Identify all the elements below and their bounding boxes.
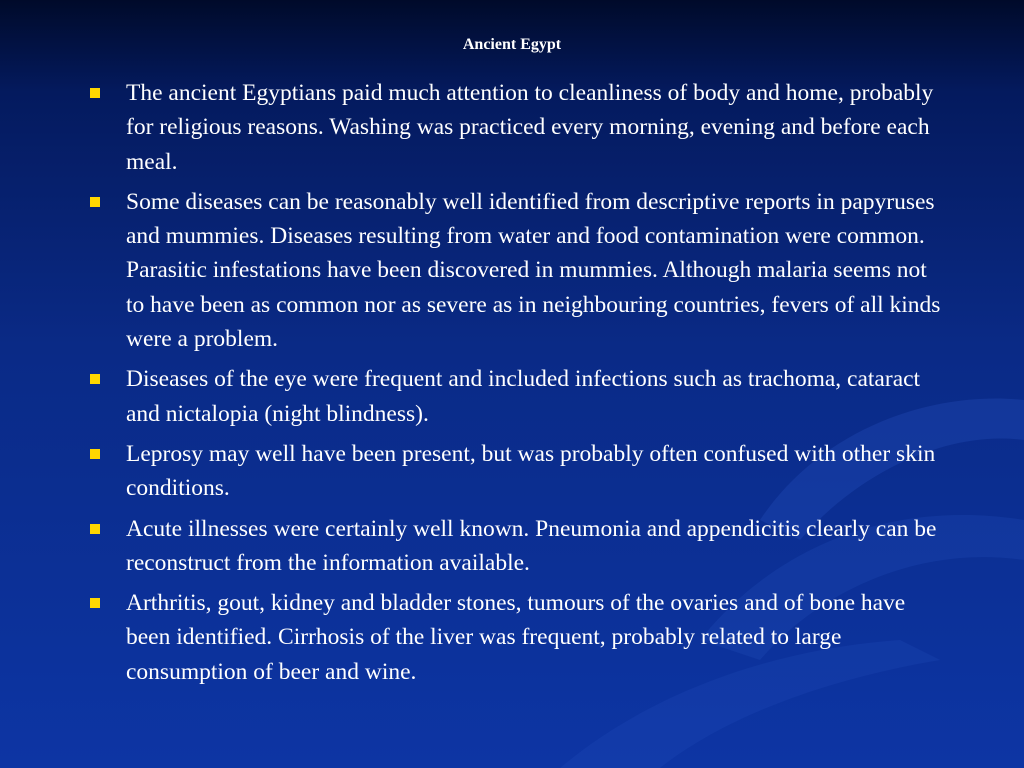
bullet-item bbox=[88, 437, 948, 506]
bullet-item bbox=[88, 586, 948, 689]
bullet-text: Acute illnesses were certainly well known. Pneumonia and appendicitis clearly can be reconstruct from the information available. bbox=[126, 515, 937, 576]
bullet-text: Arthritis, gout, kidney and bladder stones, tumours of the ovaries and of bone have been identified. Cirrhosis of the liver was frequent, probably related to large consumption of beer and wine. bbox=[126, 590, 906, 685]
square-bullet-icon bbox=[90, 374, 100, 384]
square-bullet-icon bbox=[90, 197, 100, 207]
square-bullet-icon bbox=[90, 449, 100, 459]
bullet-text: Some diseases can be reasonably well identified from descriptive reports in papyruses and mummies. Diseases resulting from water and food contamination were common. Parasitic infestations have been discovered in mummies. Although malaria seems not to have been as common nor as severe as in neighbouring countries, fevers of all kinds were a problem. bbox=[126, 188, 941, 353]
bullet-item bbox=[88, 185, 948, 356]
bullet-item bbox=[88, 512, 948, 581]
bullet-text: The ancient Egyptians paid much attention to cleanliness of body and home, probably for religious reasons. Washing was practiced every morning, evening and before each meal. bbox=[126, 80, 934, 175]
slide-title: Ancient Egypt bbox=[462, 36, 562, 53]
bullet-text: Leprosy may well have been present, but was probably often confused with other skin conditions. bbox=[126, 440, 936, 502]
square-bullet-icon bbox=[90, 88, 100, 98]
bullet-text: Diseases of the eye were frequent and included infections such as trachoma, cataract and nictalopia (night blindness). bbox=[126, 366, 921, 427]
bullet-item bbox=[88, 76, 948, 179]
bullet-list bbox=[88, 76, 948, 695]
square-bullet-icon bbox=[90, 598, 100, 608]
bullet-item bbox=[88, 362, 948, 431]
square-bullet-icon bbox=[90, 524, 100, 534]
